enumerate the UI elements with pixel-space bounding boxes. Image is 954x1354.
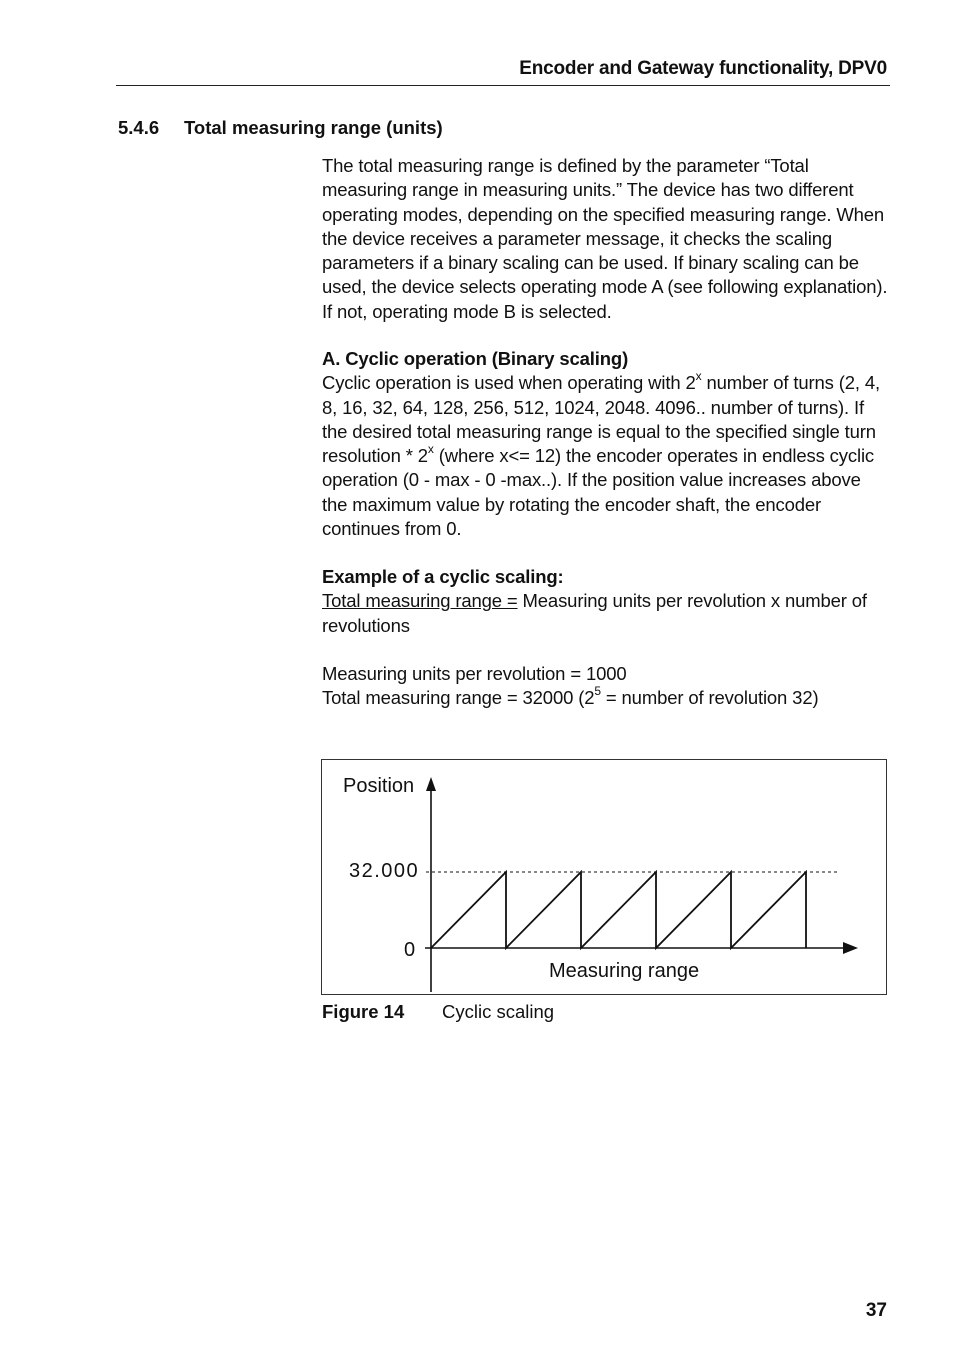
y-axis-arrow bbox=[426, 777, 436, 791]
formula-term: Total measuring range = bbox=[322, 590, 518, 612]
sawtooth-diagram bbox=[322, 760, 886, 994]
section-number: 5.4.6 bbox=[118, 117, 160, 138]
section-heading bbox=[118, 117, 443, 139]
cyclic-text-3: (where x<= 12) the encoder operates in endless cyclic operation (0 - max - 0 -max..). If the position value increases above the maximum value by rotating the encoder shaft, the encoder continues from 0. bbox=[322, 445, 875, 540]
cyclic-sup-1: x bbox=[695, 369, 702, 384]
header-rule bbox=[116, 85, 890, 86]
example-line-2b: = number of revolution 32) bbox=[600, 687, 819, 709]
example-sup: 5 bbox=[594, 684, 601, 699]
figure-cyclic-scaling bbox=[321, 759, 887, 995]
figure-title: Cyclic scaling bbox=[442, 1001, 555, 1022]
figure-number: Figure 14 bbox=[322, 1001, 405, 1022]
intro-paragraph bbox=[322, 154, 890, 324]
example-line-2a: Total measuring range = 32000 (2 bbox=[322, 687, 595, 709]
example-line-1: Measuring units per revolution = 1000 bbox=[322, 662, 627, 684]
running-header: Encoder and Gateway functionality, DPV0 bbox=[519, 58, 887, 79]
formula-rest: Measuring units per revolution x number of revolutions bbox=[322, 590, 867, 636]
cyclic-heading: A. Cyclic operation (Binary scaling) bbox=[322, 348, 629, 369]
cyclic-text-1: Cyclic operation is used when operating with 2 bbox=[322, 372, 696, 394]
sawtooth-line bbox=[431, 872, 806, 948]
zero-label: 0 bbox=[404, 939, 416, 961]
intro-text: The total measuring range is defined by the parameter “Total measuring range in measuring units.” The device has two different operating modes, depending on the specified measuring range. When the device receives a parameter message, it checks the scaling parameters if a binary scaling can be used. If binary scaling can be used, the device selects operating mode A (see following explanation). If not, operating mode B is selected. bbox=[322, 155, 888, 322]
example-formula bbox=[322, 589, 890, 638]
cyclic-sup-2: x bbox=[427, 442, 434, 457]
max-value-label: 32.000 bbox=[349, 860, 420, 882]
y-axis-label: Position bbox=[343, 775, 415, 797]
x-axis-arrow bbox=[843, 942, 858, 954]
cyclic-paragraph bbox=[322, 371, 890, 541]
cyclic-text-2: number of turns (2, 4, 8, 16, 32, 64, 128, 256, 512, 1024, 2048. 4096.. number of turns). If the desired total measuring range is equal to the specified single turn resolution * 2 bbox=[322, 372, 881, 467]
x-axis-label: Measuring range bbox=[549, 960, 700, 982]
cyclic-operation-section bbox=[322, 347, 890, 541]
figure-caption bbox=[322, 1001, 554, 1023]
example-section bbox=[322, 565, 890, 710]
section-title: Total measuring range (units) bbox=[184, 117, 443, 138]
page-number: 37 bbox=[865, 1300, 887, 1321]
example-line-2 bbox=[322, 686, 890, 710]
example-heading: Example of a cyclic scaling: bbox=[322, 566, 564, 587]
